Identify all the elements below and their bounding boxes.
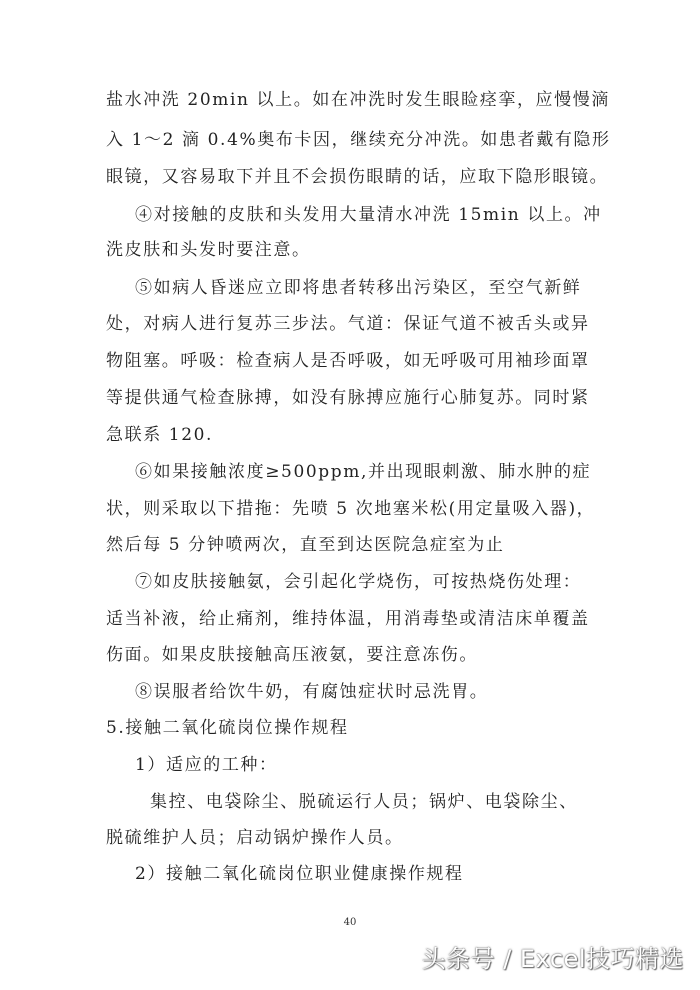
- paragraph-line: ⑤如病人昏迷应立即将患者转移出污染区，至空气新鲜: [135, 278, 582, 298]
- paragraph-line: 然后每 5 分钟喷两次，直至到达医院急症室为止: [106, 535, 505, 555]
- paragraph-line: 入 1～2 滴 0.4%奥布卡因，继续充分冲洗。如患者戴有隐形: [106, 130, 611, 150]
- paragraph-line: 眼镜，又容易取下并且不会损伤眼睛的话，应取下隐形眼镜。: [106, 167, 609, 187]
- paragraph-line: 集控、电袋除尘、脱硫运行人员；锅炉、电袋除尘、: [150, 792, 578, 812]
- paragraph-line: 洗皮肤和头发时要注意。: [106, 240, 311, 260]
- paragraph-line: 伤面。如果皮肤接触高压液氨，要注意冻伤。: [106, 645, 478, 665]
- paragraph-line: ④对接触的皮肤和头发用大量清水冲洗 15min 以上。冲: [135, 205, 602, 225]
- paragraph-line: ⑥如果接触浓度≥500ppm,并出现眼刺激、肺水肿的症: [135, 462, 592, 482]
- paragraph-line: ⑦如皮肤接触氨，会引起化学烧伤，可按热烧伤处理：: [135, 572, 582, 592]
- subsection-heading: 2）接触二氧化硫岗位职业健康操作规程: [135, 864, 464, 884]
- paragraph-line: 脱硫维护人员；启动锅炉操作人员。: [106, 828, 404, 848]
- paragraph-line: 处，对病人进行复苏三步法。气道：保证气道不被舌头或异: [106, 314, 590, 334]
- paragraph-line: 物阻塞。呼吸：检查病人是否呼吸，如无呼吸可用袖珍面罩: [106, 351, 590, 371]
- page-number: 40: [343, 917, 357, 928]
- subsection-heading: 1）适应的工种：: [135, 755, 278, 775]
- paragraph-line: 状，则采取以下措拖：先喷 5 次地塞米松(用定量吸入器)，: [106, 499, 596, 519]
- paragraph-line: 等提供通气检查脉搏，如没有脉搏应施行心肺复苏。同时紧: [106, 388, 590, 408]
- section-heading: 5.接触二氧化硫岗位操作规程: [106, 718, 349, 738]
- paragraph-line: ⑧误服者给饮牛奶，有腐蚀症状时忌洗胃。: [135, 682, 489, 702]
- watermark: 头条号 / Excel技巧精选: [421, 945, 684, 973]
- paragraph-line: 急联系 120.: [106, 425, 214, 445]
- paragraph-line: 盐水冲洗 20min 以上。如在冲洗时发生眼睑痉挛，应慢慢滴: [106, 90, 610, 110]
- paragraph-line: 适当补液，给止痛剂，维持体温，用消毒垫或清洁床单覆盖: [106, 609, 590, 629]
